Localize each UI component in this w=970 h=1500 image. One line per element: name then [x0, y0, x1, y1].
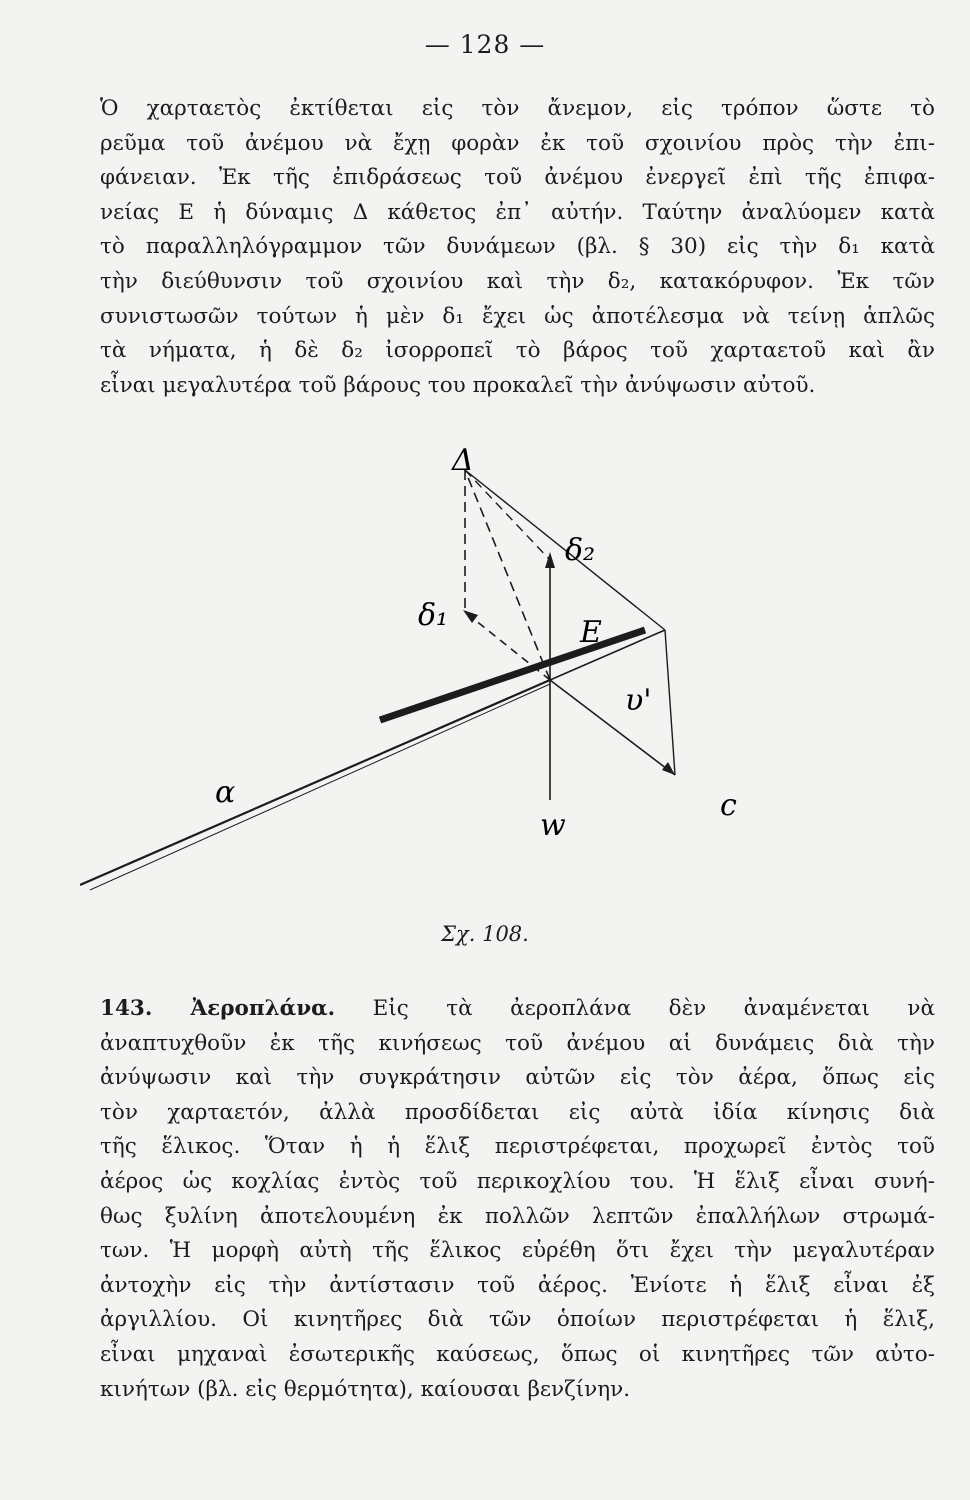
- text-line: των. Ἡ μορφὴ αὐτὴ τῆς ἕλικος εὑρέθη ὅτι ἔχει τὴν μεγαλυτέραν: [100, 1238, 935, 1264]
- text-line: ἀέρος ὡς κοχλίας ἐντὸς τοῦ περικοχλίου του. Ἡ ἕλιξ εἶναι συνή-: [100, 1168, 935, 1194]
- text-line: τὸ παραλληλόγραμμον τῶν δυνάμεων (βλ. § 30) εἰς τὴν δ₁ κατὰ: [100, 234, 935, 260]
- wind-line-4: [665, 630, 675, 775]
- text-line: τὰ νήματα, ἡ δὲ δ₂ ἰσορροπεῖ τὸ βάρος τοῦ χαρταετοῦ καὶ ἂν: [100, 338, 935, 364]
- wind-line-1: [550, 680, 675, 775]
- label-c: c: [720, 788, 737, 823]
- label-w: w: [540, 808, 566, 843]
- arrow-head-wind: [662, 762, 675, 775]
- kite-paragraph: [100, 92, 935, 403]
- text-line: τὸν χαρταετόν, ἀλλὰ προσδίδεται εἰς αὐτὰ ἰδία κίνησις διὰ: [100, 1099, 935, 1125]
- parallelogram-side: [465, 470, 550, 560]
- text-line: τῆς ἕλικος. Ὅταν ἡ ἡ ἕλιξ περιστρέφεται, προχωρεῖ ἐντὸς τοῦ: [100, 1134, 935, 1160]
- text-line: νείας Ε ἡ δύναμις Δ κάθετος ἐπ᾽ αὐτήν. Ταύτην ἀναλύομεν κατὰ: [100, 199, 935, 225]
- section-heading: 143. Ἀεροπλάνα.: [100, 996, 336, 1021]
- text-line: εἶναι μηχαναὶ ἐσωτερικῆς καύσεως, ὅπως οἱ κινητῆρες τῶν αὐτο-: [100, 1341, 935, 1367]
- text-line: τὴν διεύθυνσιν τοῦ σχοινίου καὶ τὴν δ₂, κατακόρυφον. Ἐκ τῶν: [100, 268, 935, 294]
- kite-string: [80, 680, 550, 885]
- figure-caption: Σχ. 108.: [441, 922, 529, 946]
- label-d2: δ₂: [565, 533, 596, 568]
- text-line: [100, 992, 935, 1027]
- kite-surface: [380, 630, 645, 720]
- label-surface-E: E: [580, 615, 602, 650]
- text-line: Ὁ χαρταετὸς ἐκτίθεται εἰς τὸν ἄνεμον, εἰς τρόπον ὥστε τὸ: [100, 96, 935, 121]
- text-line: φάνειαν. Ἐκ τῆς ἐπιδράσεως τοῦ ἀνέμου ἐνεργεῖ ἐπὶ τῆς ἐπιφα-: [100, 165, 935, 191]
- force-d1-line: [465, 612, 550, 680]
- page-number: — 128 —: [424, 30, 546, 59]
- text-line: συνιστωσῶν τούτων ἡ μὲν δ₁ ἔχει ὡς ἀποτέλεσμα νὰ τείνῃ ἁπλῶς: [100, 303, 935, 329]
- label-d1: δ₁: [418, 598, 449, 633]
- kite-string-shadow: [90, 684, 550, 890]
- text-line: ἀναπτυχθοῦν ἐκ τῆς κινήσεως τοῦ ἀνέμου αἱ δυνάμεις διὰ τὴν: [100, 1030, 935, 1056]
- kite-force-diagram: [80, 430, 900, 950]
- label-string-a: α: [215, 775, 236, 810]
- text-line: ρεῦμα τοῦ ἀνέμου νὰ ἔχῃ φορὰν ἐκ τοῦ σχοινίου πρὸς τὴν ἐπι-: [100, 130, 935, 156]
- force-delta-line: [465, 470, 550, 680]
- text-line: εἶναι μεγαλυτέρα τοῦ βάρους του προκαλεῖ τὴν ἀνύψωσιν αὐτοῦ.: [100, 372, 816, 398]
- arrow-head-d2: [545, 552, 555, 568]
- text-span: Εἰς τὰ ἀεροπλάνα δὲν ἀναμένεται νὰ: [372, 996, 935, 1021]
- text-line: ἀργιλλίου. Οἱ κινητῆρες διὰ τῶν ὁποίων περιστρέφεται ἡ ἕλιξ,: [100, 1307, 935, 1333]
- text-line: ἀντοχὴν εἰς τὴν ἀντίστασιν τοῦ ἀέρος. Ἐνίοτε ἡ ἕλιξ εἶναι ἐξ: [100, 1272, 935, 1298]
- label-force-D: Δ: [452, 443, 474, 478]
- label-wind-v: υ': [625, 683, 652, 718]
- airplane-paragraph: [100, 992, 935, 1407]
- text-line: θως ξυλίνη ἀποτελουμένη ἐκ πολλῶν λεπτῶν ἐπαλλήλων στρωμά-: [100, 1203, 935, 1229]
- text-line: ἀνύψωσιν καὶ τὴν συγκράτησιν αὐτῶν εἰς τὸν ἀέρα, ὅπως εἰς: [100, 1065, 935, 1091]
- arrow-head-d1: [463, 610, 478, 623]
- text-line: κινήτων (βλ. εἰς θερμότητα), καίουσαι βενζίνην.: [100, 1376, 631, 1402]
